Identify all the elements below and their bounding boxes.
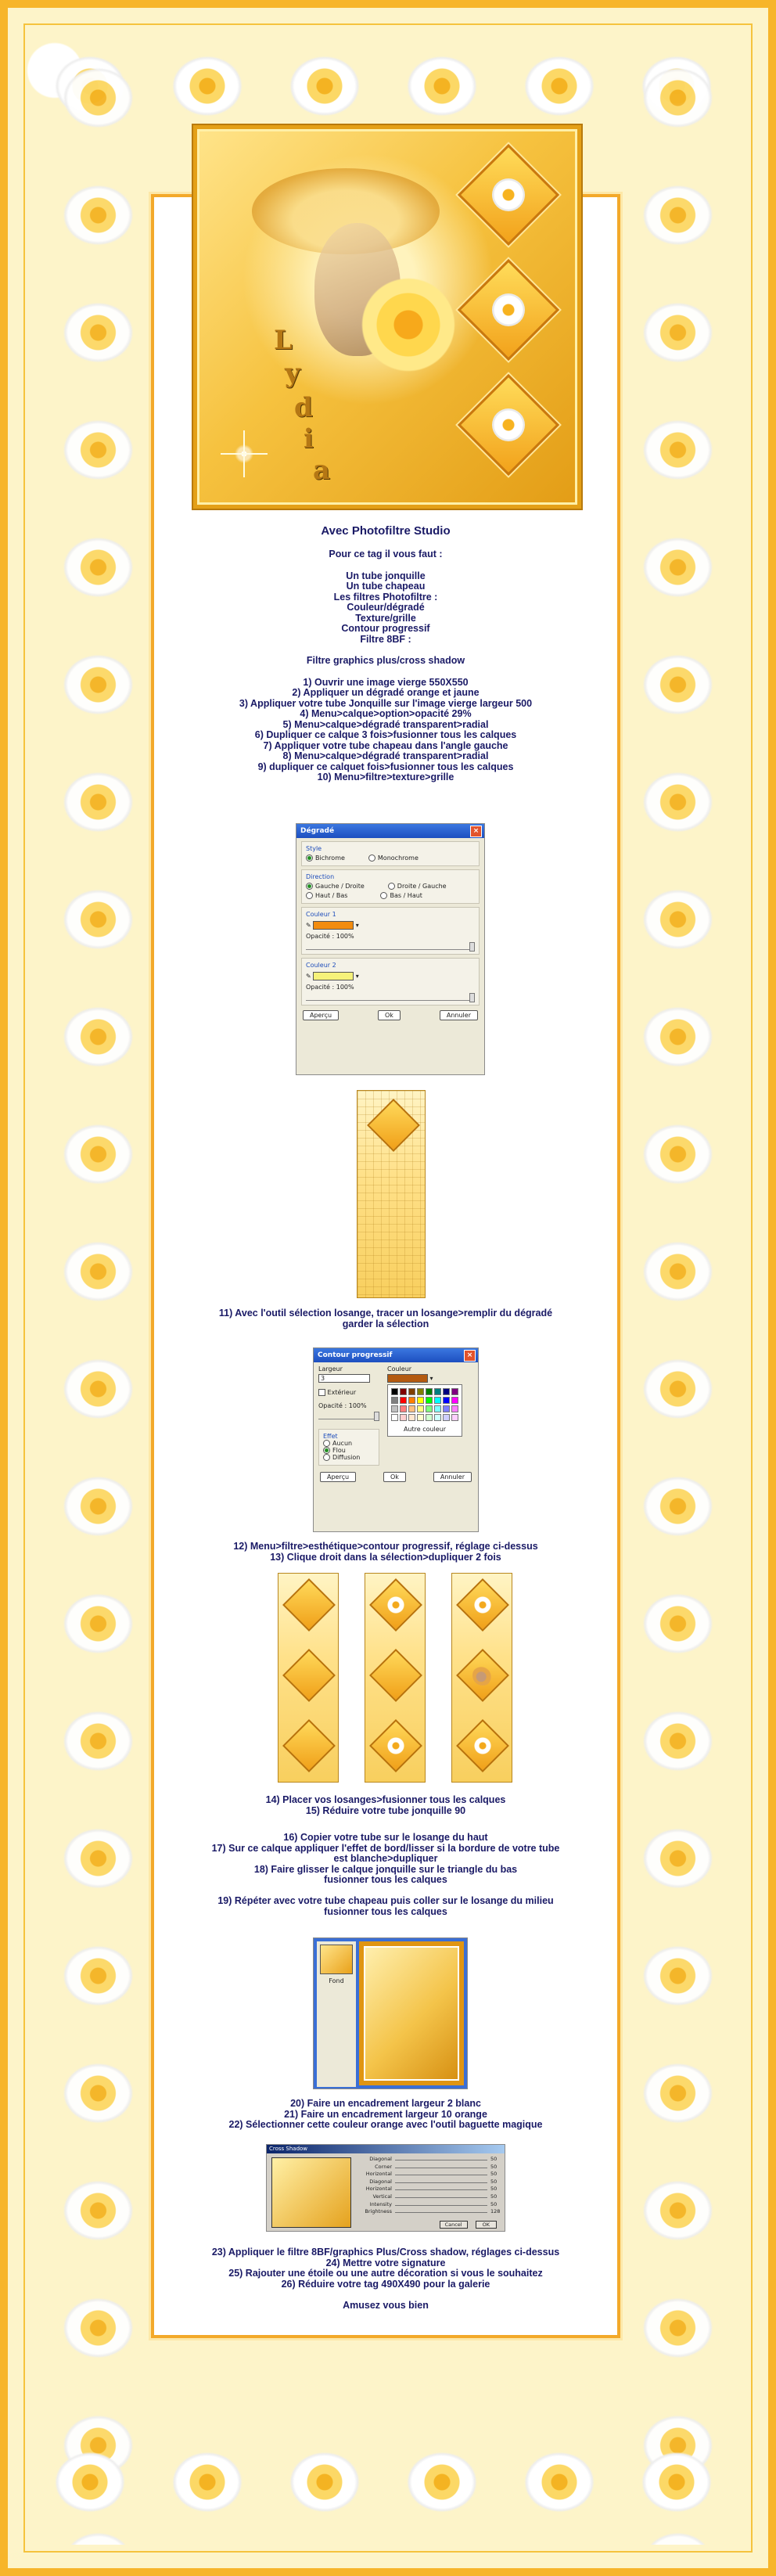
radio-gauche-droite[interactable]: [306, 883, 365, 890]
dialog-titlebar: Cross Shadow: [267, 2145, 505, 2153]
radio-label: Aucun: [332, 1440, 353, 1447]
radio-label: Diffusion: [332, 1454, 361, 1461]
layers-panel: [317, 1941, 356, 2087]
strip-three-diamonds: [278, 1573, 339, 1783]
signature-letter: d: [294, 392, 313, 423]
cross-shadow-dialog: [266, 2144, 505, 2232]
step: 25) Rajouter une étoile ou une autre décoration si vous le souhaitez: [228, 2268, 543, 2279]
group-label: Style: [306, 845, 322, 852]
steps-23-26-block: [151, 2247, 620, 2312]
star-decoration: [228, 438, 260, 470]
param-value[interactable]: 50: [490, 2193, 498, 2200]
param-slider[interactable]: [395, 2208, 487, 2213]
radio-label: Bichrome: [315, 854, 345, 862]
param-value[interactable]: 50: [490, 2163, 498, 2170]
params-list: [361, 2156, 501, 2216]
radio-label: Gauche / Droite: [315, 883, 365, 890]
flower-pattern-bottom: [31, 2419, 745, 2545]
couleur-label: Couleur: [387, 1365, 412, 1373]
opacity-slider[interactable]: [306, 944, 475, 950]
signature-letter: a: [313, 455, 331, 486]
color2-swatch[interactable]: [313, 972, 354, 980]
opacity-label: Opacité : 100%: [306, 933, 354, 940]
step: 19) Répéter avec votre tube chapeau puis coller sur le losange du milieu: [217, 1895, 554, 1906]
strip-complete: [451, 1573, 512, 1783]
radio-label: Monochrome: [377, 854, 419, 862]
param-slider[interactable]: [395, 2156, 487, 2160]
param-value[interactable]: 50: [490, 2186, 498, 2193]
canvas-preview: [359, 1941, 464, 2085]
step: 2) Appliquer un dégradé orange et jaune: [292, 687, 480, 698]
material-item: Les filtres Photofiltre :: [333, 591, 438, 603]
step: 4) Menu>calque>option>opacité 29%: [300, 708, 472, 719]
flower-pattern-left: [30, 31, 167, 2545]
annuler-button[interactable]: Annuler: [440, 1010, 478, 1020]
step: 16) Copier votre tube sur le losange du haut: [283, 1832, 488, 1843]
signature-letter: L: [274, 325, 293, 356]
radio-label: Haut / Bas: [315, 892, 348, 899]
dialog-titlebar: [314, 1348, 478, 1362]
contour-dialog: Contour progressif × Largeur 3 Extérieur Opacité : 100% Effet Aucun Flou Diffusion Couleur ▾ Autre couleur Aperçu Ok Annuler: [313, 1347, 479, 1532]
diamond-hat: [456, 1649, 509, 1702]
diamond-flower: [456, 1719, 509, 1772]
step: garder la sélection: [342, 1318, 429, 1329]
param-slider[interactable]: [395, 2201, 487, 2206]
signature-letter: i: [304, 423, 314, 455]
radio-droite-gauche[interactable]: [388, 883, 447, 890]
param-name: Diagonal: [369, 2178, 392, 2185]
color-palette[interactable]: [391, 1388, 458, 1421]
material-item: Texture/grille: [355, 612, 416, 624]
diamond: [282, 1578, 336, 1632]
param-value[interactable]: 128: [490, 2208, 501, 2215]
step: 12) Menu>filtre>esthétique>contour progressif, réglage ci-dessus: [233, 1541, 538, 1552]
step: 13) Clique droit dans la sélection>dupliquer 2 fois: [270, 1551, 501, 1563]
step: fusionner tous les calques: [324, 1905, 447, 1917]
ok-button[interactable]: OK: [476, 2221, 497, 2229]
material-item: Un tube jonquille: [346, 570, 426, 581]
cancel-button[interactable]: Cancel: [440, 2221, 468, 2229]
radio-diffusion[interactable]: [323, 1454, 375, 1461]
layer-thumbnail[interactable]: [320, 1945, 353, 1974]
largeur-input[interactable]: 3: [318, 1374, 370, 1383]
filter-preview: [271, 2157, 351, 2228]
step: 24) Mettre votre signature: [325, 2257, 446, 2268]
radio-label: Flou: [332, 1447, 346, 1454]
largeur-label: Largeur: [318, 1365, 343, 1373]
step: 23) Appliquer le filtre 8BF/graphics Plus/Cross shadow, réglages ci-dessus: [211, 2247, 560, 2258]
step: fusionner tous les calques: [324, 1874, 447, 1885]
param-value[interactable]: 50: [490, 2171, 498, 2178]
ok-button[interactable]: Ok: [383, 1472, 406, 1482]
filter-line: Filtre graphics plus/cross shadow: [306, 655, 465, 666]
param-name: Horizontal: [365, 2186, 392, 2193]
autre-couleur-link[interactable]: Autre couleur: [403, 1426, 447, 1433]
param-slider[interactable]: [395, 2171, 487, 2175]
intro-block: [151, 524, 620, 783]
radio-label: Bas / Haut: [390, 892, 422, 899]
param-name: Brightness: [365, 2208, 392, 2215]
param-value[interactable]: 50: [490, 2156, 498, 2162]
step: 11) Avec l'outil sélection losange, tracer un losange>remplir du dégradé: [218, 1308, 553, 1319]
steps-20-22-block: [151, 2099, 620, 2131]
param-name: Diagonal: [369, 2156, 392, 2162]
flower-pattern-right: [609, 31, 746, 2545]
param-slider[interactable]: [395, 2164, 487, 2168]
step: 7) Appliquer votre tube chapeau dans l'angle gauche: [263, 739, 508, 751]
apercu-button[interactable]: Aperçu: [320, 1472, 356, 1482]
layers-screenshot: [313, 1937, 468, 2089]
step: 1) Ouvrir une image vierge 550X550: [303, 676, 469, 688]
material-item: Contour progressif: [341, 623, 430, 634]
group-label: Effet: [323, 1433, 338, 1440]
step: est blanche>dupliquer: [333, 1853, 438, 1864]
param-value[interactable]: 50: [490, 2200, 498, 2207]
close-icon[interactable]: ×: [470, 826, 482, 837]
step: 15) Réduire votre tube jonquille 90: [305, 1804, 466, 1816]
param-value[interactable]: 50: [490, 2178, 498, 2185]
diamond-flower: [369, 1719, 422, 1772]
radio-bas-haut[interactable]: [380, 892, 422, 899]
param-slider[interactable]: [395, 2193, 487, 2198]
dialog-title: Contour progressif: [318, 1351, 393, 1359]
param-name: Corner: [375, 2163, 392, 2170]
ok-button[interactable]: Ok: [378, 1010, 401, 1020]
radio-flou[interactable]: [323, 1447, 375, 1454]
step: 18) Faire glisser le calque jonquille sur le triangle du bas: [253, 1863, 518, 1875]
annuler-button[interactable]: Annuler: [433, 1472, 472, 1482]
step: 26) Réduire votre tag 490X490 pour la galerie: [281, 2278, 490, 2290]
couleur-swatch[interactable]: [387, 1374, 428, 1383]
group-label: Couleur 2: [306, 962, 336, 969]
signature-letter: y: [285, 358, 300, 389]
exterieur-checkbox[interactable]: Extérieur: [327, 1389, 357, 1396]
diamond-flower-bottom: [458, 374, 559, 476]
step: 6) Dupliquer ce calque 3 fois>fusionner tous les calques: [254, 729, 517, 740]
step: 5) Menu>calque>dégradé transparent>radial: [282, 718, 489, 730]
param-name: Intensity: [369, 2200, 392, 2207]
diamond: [282, 1649, 336, 1702]
strip-flowers-added: [365, 1573, 426, 1783]
group-label: Direction: [306, 873, 335, 880]
diamond: [282, 1719, 336, 1772]
dialog-titlebar: [296, 824, 484, 838]
param-slider[interactable]: [395, 2178, 487, 2183]
signature: [236, 325, 346, 497]
color2-group: Couleur 2 ✎ ▾ Opacité : 100%: [301, 958, 480, 1006]
steps-12-13-block: [151, 1542, 620, 1563]
closing-text: Amusez vous bien: [343, 2300, 429, 2311]
step: 21) Faire un encadrement largeur 10 orange: [284, 2108, 487, 2120]
degrade-dialog: [296, 823, 485, 1075]
effet-group: [318, 1429, 379, 1466]
diamond: [369, 1649, 422, 1702]
radio-bichrome[interactable]: [306, 854, 345, 862]
radio-haut-bas[interactable]: [306, 892, 347, 899]
step: [151, 1886, 620, 1897]
steps-14-15-block: [151, 1795, 620, 1816]
diamond-flower: [369, 1578, 422, 1632]
page-title: Avec Photofiltre Studio: [321, 524, 451, 538]
steps-16-19-block: [151, 1833, 620, 1917]
step: 22) Sélectionner cette couleur orange avec l'outil baguette magique: [228, 2119, 543, 2130]
close-icon[interactable]: ×: [464, 1350, 476, 1362]
material-item: Un tube chapeau: [346, 581, 426, 592]
tag-image: [193, 125, 581, 509]
opacity-slider[interactable]: [318, 1414, 379, 1419]
step: 14) Placer vos losanges>fusionner tous les calques: [265, 1794, 506, 1805]
step: 9) dupliquer ce calquet fois>fusionner tous les calques: [257, 761, 514, 772]
opacity-label: Opacité : 100%: [318, 1402, 367, 1409]
diamond: [367, 1099, 420, 1152]
step: 10) Menu>filtre>texture>grille: [317, 772, 454, 783]
style-group: [301, 841, 480, 866]
group-label: Couleur 1: [306, 911, 336, 918]
diamond-flower-top: [458, 144, 559, 246]
daffodil-tube: [361, 278, 455, 372]
radio-aucun[interactable]: [323, 1440, 375, 1447]
diamond-hat-middle: [458, 259, 559, 361]
radio-monochrome[interactable]: [368, 854, 419, 862]
intro-text: Pour ce tag il vous faut :: [329, 549, 443, 559]
step: 3) Appliquer votre tube Jonquille sur l'image vierge largeur 500: [239, 697, 533, 709]
direction-group: [301, 869, 480, 904]
param-slider[interactable]: [395, 2186, 487, 2190]
param-name: Horizontal: [365, 2171, 392, 2178]
step-11-block: [151, 1308, 620, 1329]
apercu-button[interactable]: Aperçu: [303, 1010, 339, 1020]
material-item: Couleur/dégradé: [347, 602, 425, 613]
opacity-slider[interactable]: [306, 995, 475, 1001]
material-item: Filtre 8BF :: [360, 633, 411, 645]
diamond-flower: [456, 1578, 509, 1632]
dialog-title: Dégradé: [300, 827, 335, 835]
step: 17) Sur ce calque appliquer l'effet de bord/lisser si la bordure de votre tube: [211, 1842, 560, 1854]
diamond-selection-preview: [357, 1090, 426, 1298]
step: 8) Menu>calque>dégradé transparent>radial: [282, 750, 489, 761]
layer-label: Fond: [329, 1977, 344, 1984]
step: 20) Faire un encadrement largeur 2 blanc: [290, 2098, 481, 2109]
param-name: Vertical: [372, 2193, 392, 2200]
color1-group: Couleur 1 ✎ ▾ Opacité : 100%: [301, 907, 480, 955]
opacity-label: Opacité : 100%: [306, 984, 354, 991]
color1-swatch[interactable]: [313, 921, 354, 930]
radio-label: Droite / Gauche: [397, 883, 447, 890]
